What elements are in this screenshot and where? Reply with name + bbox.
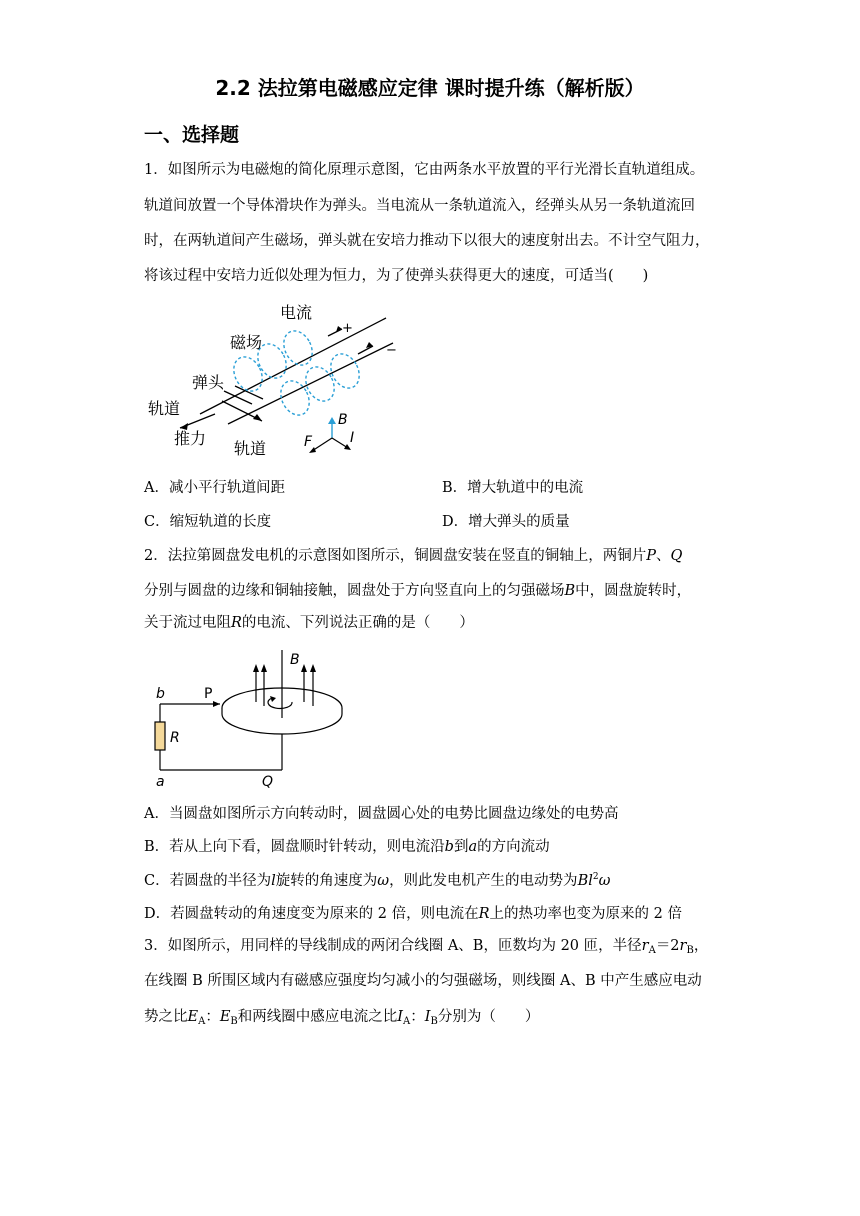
label-axis-f: F (304, 434, 313, 450)
q1-line-3: 时，在两轨道间产生磁场，弹头就在安培力推动下以很大的速度射出去。不计空气阻力， (144, 233, 710, 249)
label-axis-b: B (338, 412, 348, 428)
label-r: R (170, 730, 180, 746)
q3-line-3: 势之比$E_A$：$E_B$和两线圈中感应电流之比$I_A$：$I_B$分别为（ ） (144, 1009, 540, 1027)
q1-line-2: 轨道间放置一个导体滑块作为弹头。当电流从一条轨道流入，经弹头从另一条轨道流回 (144, 198, 695, 214)
q2-option-d: D．若圆盘转动的角速度变为原来的 2 倍，则电流在R上的热功率也变为原来的 2 倍 (144, 906, 682, 922)
label-axis-i: I (350, 430, 355, 446)
label-p: P (204, 686, 213, 702)
q3-line-2: 在线圈 B 所围区域内有磁感应强度均匀减小的匀强磁场，则线圈 A、B 中产生感应电动 (144, 973, 702, 989)
label-b: b (156, 686, 165, 702)
q1-line-1: 1．如图所示为电磁炮的简化原理示意图，它由两条水平放置的平行光滑长直轨道组成。 (144, 162, 705, 178)
section-heading: 一、选择题 (144, 124, 240, 146)
q2-line-3: 关于流过电阻R的电流、下列说法正确的是（ ） (144, 615, 474, 631)
q1-option-d: D．增大弹头的质量 (442, 514, 570, 530)
label-field-b: B (290, 652, 300, 668)
label-q: Q (262, 774, 274, 790)
q2-option-c: C．若圆盘的半径为l旋转的角速度为ω，则此发电机产生的电动势为Bl$^2$ω (144, 872, 611, 889)
label-field: 磁场 (230, 333, 263, 352)
q2-line-1: 2．法拉第圆盘发电机的示意图如图所示，铜圆盘安装在竖直的铜轴上，两铜片P、Q (144, 548, 683, 564)
q2-option-a: A．当圆盘如图所示方向转动时，圆盘圆心处的电势比圆盘边缘处的电势高 (144, 806, 619, 822)
label-current: 电流 (280, 303, 313, 322)
label-minus: − (386, 343, 397, 358)
q1-option-a: A．减小平行轨道间距 (144, 480, 285, 496)
label-rail-bottom: 轨道 (234, 439, 267, 458)
label-push: 推力 (174, 429, 207, 448)
label-plus: + (342, 321, 353, 336)
q1-option-b: B．增大轨道中的电流 (442, 480, 584, 496)
q2-line-2: 分别与圆盘的边缘和铜轴接触，圆盘处于方向竖直向上的匀强磁场B中，圆盘旋转时， (144, 583, 692, 599)
label-rail-left: 轨道 (148, 399, 181, 418)
q2-option-b: B．若从上向下看，圆盘顺时针转动，则电流沿b到a的方向流动 (144, 839, 550, 855)
label-a: a (156, 774, 165, 790)
q1-option-c: C．缩短轨道的长度 (144, 514, 272, 530)
label-bullet: 弹头 (192, 373, 225, 392)
faraday-disk-diagram (150, 646, 360, 792)
q1-line-4: 将该过程中安培力近似处理为恒力，为了使弹头获得更大的速度，可适当( ) (144, 268, 649, 284)
q3-line-1: 3．如图所示，用同样的导线制成的两闭合线圈 A、B，匝数均为 20 匝，半径$r_A=2r_B$， (144, 938, 709, 956)
page-title: 2.2 法拉第电磁感应定律 课时提升练（解析版） (215, 76, 645, 100)
railgun-diagram (140, 296, 410, 466)
